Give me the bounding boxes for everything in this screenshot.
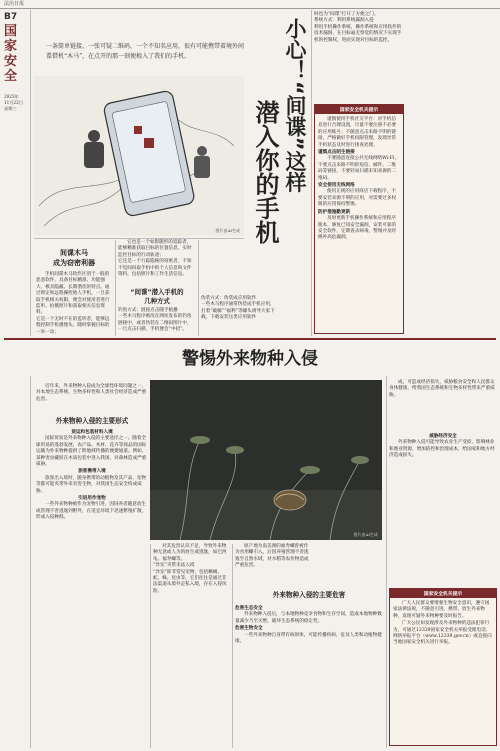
a2-h2: 旅客携带入境 bbox=[78, 469, 106, 475]
tips-title: 国家安全机关提示 bbox=[315, 105, 403, 114]
tips2-p2: 广大公民如发现涉及外来物种的违法犯罪行为，可通过12339国家安全机关举报受理电话、网络举报平台（www.12339.gov.cn）或直接向当地国家安全机关进行举报。 bbox=[393, 621, 492, 646]
phone-illustration bbox=[34, 76, 244, 236]
photo-credit: 图片由AI生成 bbox=[215, 228, 240, 233]
article2-col4b bbox=[389, 434, 497, 461]
subhead-harms: 外来物种入侵的主要危害 bbox=[272, 591, 346, 599]
tips-p1: 谨慎使用手机社交平台：对手机信息进行合理设置，尽量不要注册不必要的应用账号；不随意点击来路不明的链接，严格做好手机权限管理，发现异常手机状态及时进行排查处理。 bbox=[318, 117, 397, 148]
article2-harms bbox=[235, 606, 385, 646]
tips-h2: 安全使用无线网络 bbox=[318, 183, 355, 189]
subhead-forms: 外来物种入侵的主要形式 bbox=[55, 417, 129, 425]
tips-h3: 防护措施勤更新 bbox=[318, 209, 351, 215]
headline-main: 潜入你的手机 bbox=[251, 100, 279, 244]
tips-box-1 bbox=[314, 104, 404, 334]
tips-p3: 使用正规的应用商店下载程序，不要安装来源不明的应用，对需要过多权限的应用保持警惕。 bbox=[318, 189, 397, 208]
headline-kicker: 小心！“间谍”这样 bbox=[283, 18, 307, 193]
masthead-bar bbox=[0, 0, 500, 9]
paper-name: 法治日报 bbox=[4, 1, 25, 7]
intro-text: 一条简单链接、一张可疑二维码、一个不知名应用，很有可能携带着境外间谍借机“木马”，在点开的那一刻便植入了我们的手机。 bbox=[46, 43, 245, 60]
tips2-p1: 广大人民群众要增强生物安全意识，遵守国家法律法规，不随意引进、携带、放生外来物种，发现可疑外来物种要及时报告。 bbox=[393, 601, 490, 619]
a2-d2h: 危害生物安全 bbox=[235, 626, 263, 632]
article1-col2: 它也是一个如影随形的追踪者，能够精准获取目标的位置信息，实时监控目标的行动轨迹； 它还是一个行踪隐秘的窃密者，不知不觉间窃取手机中的个人信息和文件资料，包括照片和工作生活信息。 bbox=[118, 240, 192, 278]
section-name: 国家 安全 bbox=[4, 24, 18, 84]
species-illustration bbox=[150, 380, 382, 540]
a2-d1h: 危害生态安全 bbox=[235, 606, 263, 611]
a2-c1: 国际贸易是外来物种入侵的主要途径之一。随着全球贸易的蓬勃发展，农产品、木材、花卉等商品的国际运输为外来物种提供了跨地域传播的便捷通道。例如，某种害虫藏匿在木质包装中进入我国，对森林造成严重威胁。 bbox=[36, 436, 147, 468]
article2-lead: 近年来，外来物种入侵成为全球性环境问题之一，对本地生态系统、生物多样性和人类社会经济造成严重危害。 bbox=[36, 384, 147, 402]
a2-d1: 外来物种入侵后，与本地物种竞争食物和生存空间，造成本地物种数量减少乃至灭绝，破坏生态系统的稳定性。 bbox=[235, 612, 382, 624]
article2-col3: 原产地为南美洲的福寿螺曾被作为食用螺引入，后因养殖管理不善逃逸至自然水域，对水稻等农作物造成严重危害。 bbox=[235, 544, 309, 569]
tips-p2: 不要随意连接公共无线网络Wi-Fi，不要点击来路不明的短信、邮件、二维码等链接，不要轻易扫描未知来源的二维码。 bbox=[318, 156, 400, 181]
a2-d2: 一些外来物种自身带有病原体，可能传播疾病，危及人类和动植物健康。 bbox=[235, 632, 382, 645]
a2-h1: 货运和包装材料入境 bbox=[71, 430, 113, 435]
a2-c2: 旅客出入境时，随身携带的动植物及其产品、宠物等都可能夹带外来有害生物，对我国生态安全构成威胁。 bbox=[36, 475, 147, 494]
article1-col3: 伪装方式：伪装成应用软件 一些木马程序通常伪装成手机应用，打着“破解”“福利”等噱头诱导大家下载，下载安装这类应用软件 bbox=[201, 296, 275, 321]
page-label bbox=[4, 12, 28, 112]
a2-d3h: 威胁经济安全 bbox=[429, 434, 457, 439]
subhead-spyware: 间谍木马 成为窃密利器 bbox=[53, 249, 95, 267]
tips2-title: 国家安全机关提示 bbox=[390, 589, 496, 598]
article2-col2: 对其危害认识不足，导致外来物种无意或人为的放生或逃逸，如巴西龟、福寿螺等。 “异宠”夹带未法入境 “异宠”即非常见宠物，包括蜥蜴、蛇、蛛、昆虫等，它们往往是通过非法渠道从境外走私入境，存在入侵风险。 bbox=[153, 544, 227, 594]
subhead-methods: “间谍”潜入手机的 几种方式 bbox=[130, 288, 184, 305]
headline2: 警惕外来物种入侵 bbox=[182, 349, 318, 369]
a2-h3: 引进用作宠物 bbox=[78, 496, 106, 502]
tips-box-2 bbox=[389, 588, 497, 746]
article1-col4: 时也为“间谍”打开了方便之门。 系统方式：利用系统漏洞入侵 利用手机操作系统、操作系统和应用软件的技术漏洞，在目标毫无察觉的情况下实现手机的控制权，进而实现对目标的监控。 bbox=[314, 12, 402, 43]
article1-col2b: 钓鱼方式：链接点击随手植播 一些木马程序被改在网址发布的钓鱼链接中，或者伪装在二维码图片中，一旦点击扫描，手机便会“中招”。 bbox=[118, 308, 192, 333]
tips-h1: 谨慎点击陌生链接 bbox=[318, 150, 355, 156]
article2-col1 bbox=[36, 430, 148, 523]
issue-date: 2023年 11月22日 星期三 bbox=[4, 94, 24, 111]
photo2-credit: 图片由AI生成 bbox=[353, 532, 378, 537]
a2-c3: 一些外来物种被作为宠物引进，因饲养者随意放生或管理不善逃逸到野外，在适宜环境下迅速繁殖扩散，形成入侵种群。 bbox=[36, 502, 147, 521]
a2-d3: 外来物种入侵可能导致农业生产受损，影响林业和渔业资源，增加防控和治理成本，给国家和地方经济造成损失。 bbox=[389, 440, 495, 459]
story-divider bbox=[4, 338, 496, 340]
article1-col1: 手机间谍木马软件区别于一般的恶意软件，具备目标精准、功能强大、极具隐蔽、长期潜伏的特点。通过锁定和远程操控他人手机，一旦获取手机相关权限，便会对使用者进行监听、拍摄照片和获取相关信息资料。 它是一个无时不在的监听者，能够远程控制手机摄像头、随时掌握目标的一举一动； bbox=[36, 272, 110, 335]
tips-p4: 及时更新手机操作系统和应用程序版本，修复已知安全漏洞，安装可靠的安全软件，定期查杀病毒，警惕并及时修补高危漏洞。 bbox=[318, 216, 397, 241]
page-number: B7 bbox=[4, 12, 18, 22]
article2-col4: 成，可造成经济损失，威胁粮食安全和人民群众身体健康，给我国生态系统和生物多样性带来严重威胁。 bbox=[389, 380, 495, 398]
